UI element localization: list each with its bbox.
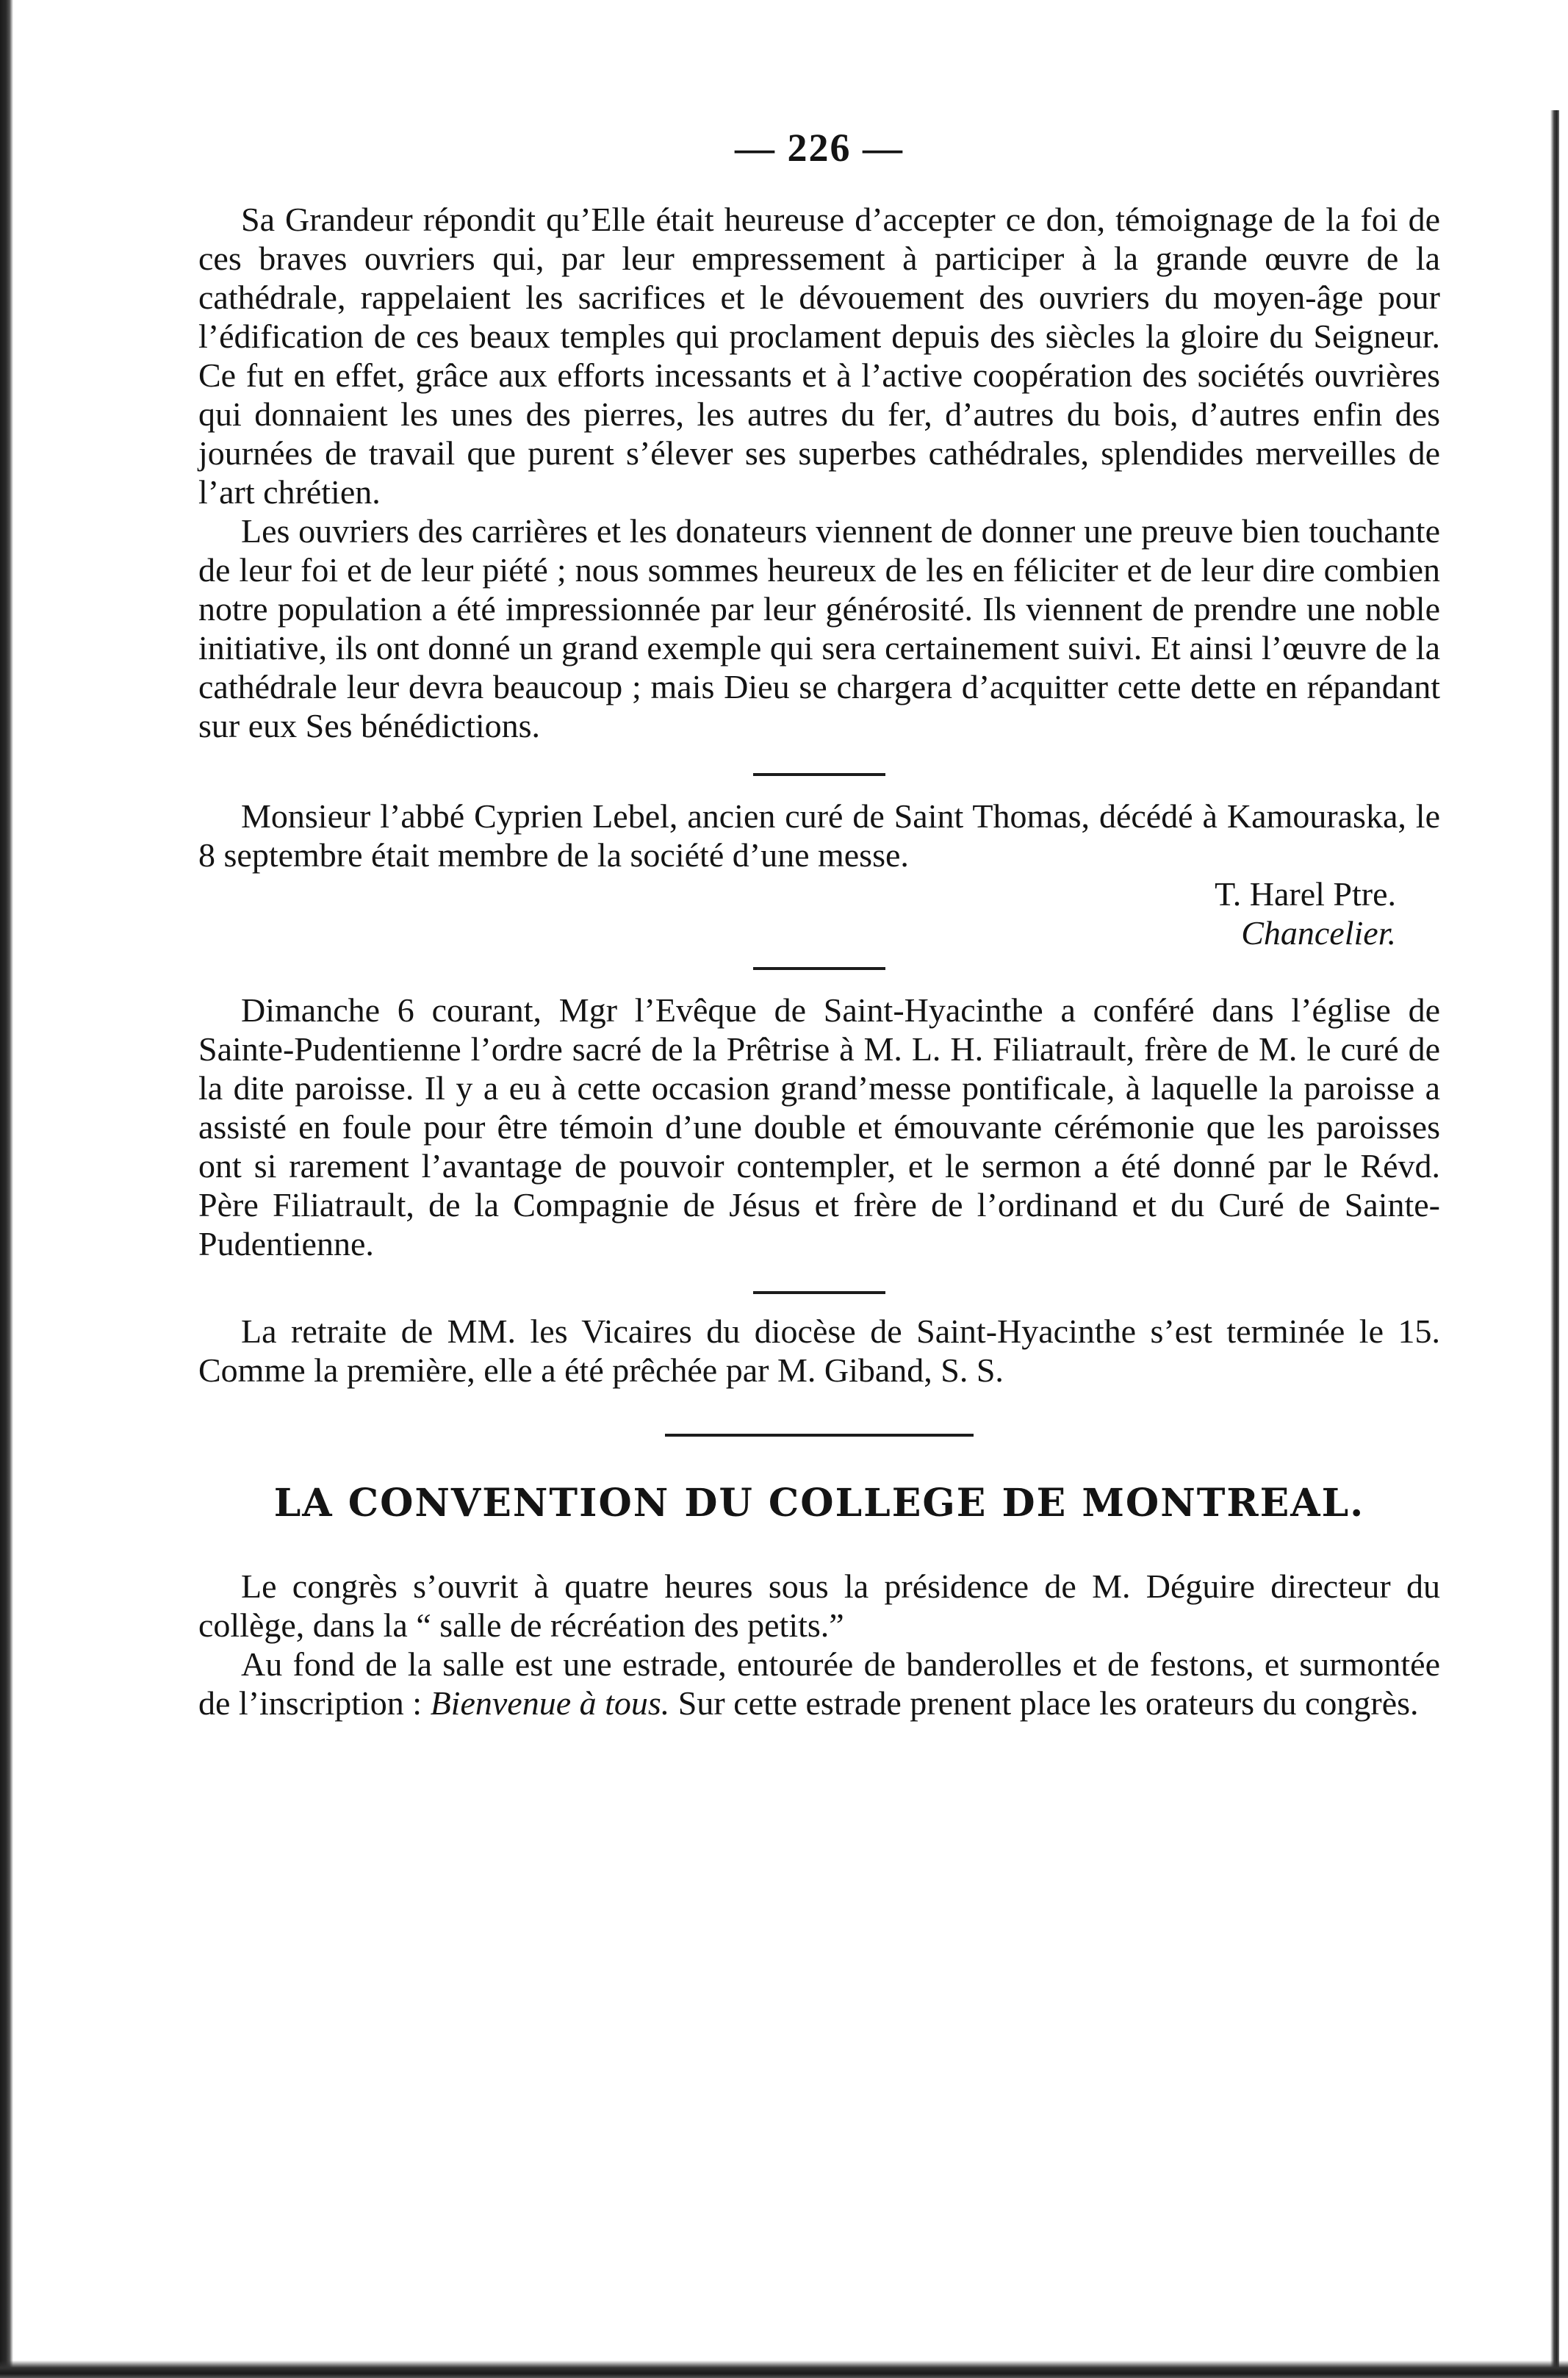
paragraph-ordination: Dimanche 6 courant, Mgr l’Evêque de Saint-Hyacinthe a conféré dans l’église de Sainte-Pudentienne l’ordre sacré de la Prêtrise à M. L. H. Filiatrault, frère de M. le curé de la dite paroisse. Il y a eu à cette occasion grand’messe pontificale, à laquelle la paroisse a assisté en foule pour être témoin d’une double et émouvante cérémonie que les paroisses ont si rarement l’avantage de pouvoir contempler, et le sermon a été donné par le Révd. Père Filiatrault, de la Compagnie de Jésus et frère de l’ordinand et du Curé de Sainte-Pudentienne. [198, 991, 1440, 1262]
page-number: — 226 — [735, 126, 904, 170]
paragraph-quarry-workers: Les ouvriers des carrières et les donateurs viennent de donner une preuve bien touchante de leur foi et de leur piété ; nous sommes heureux de les en féliciter et de leur dire combien notre population a été impressionnée par leur générosité. Ils viennent de prendre une noble initiative, ils ont donné un grand exemple qui sera certainement suivi. Et ainsi l’œuvre de la cathédrale leur devra beaucoup ; mais Dieu se chargera d’acquitter cette dette en répandant sur eux Ses bénédictions. [198, 512, 1440, 744]
paragraph-congress-opening: Le congrès s’ouvrit à quatre heures sous la présidence de M. Déguire directeur du collège, dans la “ salle de récréation des petits.” [198, 1567, 1440, 1644]
signature-block [198, 874, 1440, 952]
section-title: LA CONVENTION DU COLLEGE DE MONTREAL. [273, 1481, 1365, 1526]
page-column [198, 125, 1440, 1723]
scan-edge-right [1550, 110, 1559, 2378]
signature-role: Chancelier. [1241, 914, 1396, 952]
paragraph-retreat: La retraite de MM. les Vicaires du diocèse de Saint-Hyacinthe s’est terminée le 15. Comme la première, elle a été prêchée par M. Giband, S. S. [198, 1312, 1440, 1389]
scan-edge-bottom [0, 2360, 1568, 2378]
paragraph-abbe-lebel: Monsieur l’abbé Cyprien Lebel, ancien curé de Saint Thomas, décédé à Kamouraska, le 8 septembre était membre de la société d’une messe. [198, 797, 1440, 874]
paragraph-stage [198, 1645, 1440, 1723]
scan-edge-left [0, 0, 13, 2378]
stage-text-end: Sur cette estrade prenent place les orateurs du congrès. [677, 1684, 1419, 1722]
stage-text-start: Au fond de la salle est une estrade, entourée de banderolles et de festons, et surmontée de l’inscription : [198, 1645, 1440, 1722]
inscription-text: Bienvenue à tous. [430, 1684, 670, 1722]
signature-name: T. Harel Ptre. [1215, 875, 1396, 913]
paragraph-bishop-reply: Sa Grandeur répondit qu’Elle était heureuse d’accepter ce don, témoignage de la foi de ces braves ouvriers qui, par leur empressement à participer à la grande œuvre de la cathédrale, rappelaient les sacrifices et le dévouement des ouvriers du moyen-âge pour l’édification de ces beaux temples qui proclament depuis des siècles la gloire du Seigneur. Ce fut en effet, grâce aux efforts incessants et à l’active coopération des sociétés ouvrières qui donnaient les unes des pierres, les autres du fer, d’autres du bois, d’autres enfin des journées de travail que purent s’élever ses superbes cathédrales, splendides merveilles de l’art chrétien. [198, 201, 1440, 511]
